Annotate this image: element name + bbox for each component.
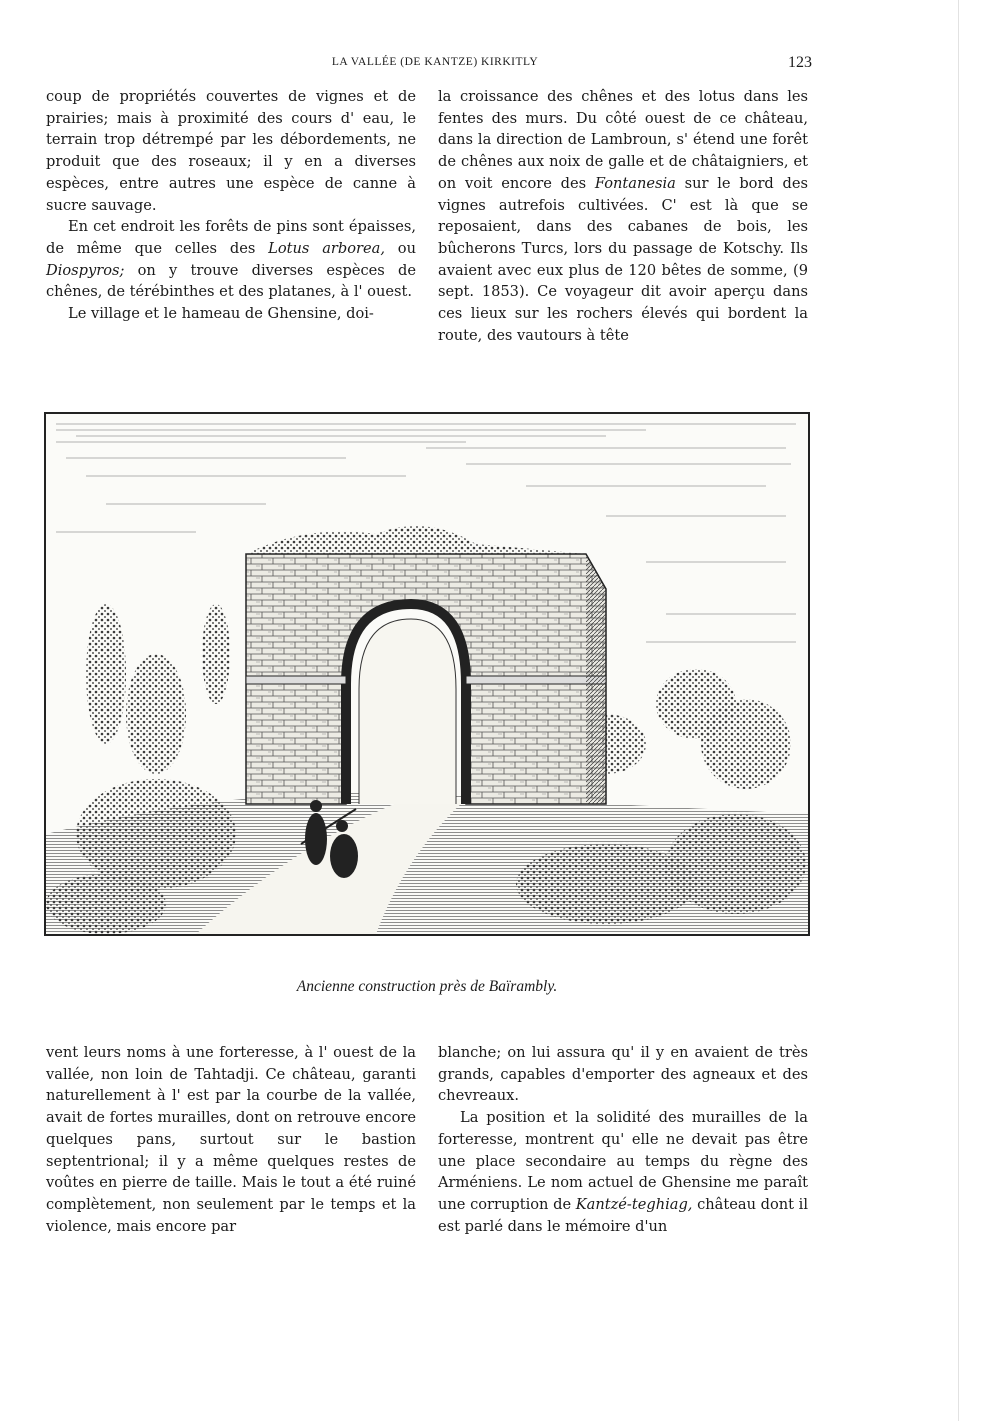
italic-term: Lotus arborea, xyxy=(268,239,385,257)
column-top-left xyxy=(46,86,416,325)
paragraph: La position et la solidité des murailles de la forteresse, montrent qu' elle ne devait pas être une place secondaire au temps du règne des Arméniens. Le nom actuel de Ghensine me paraît une corruption de Kantzé-teghiag, château dont il est parlé dans le mémoire d'un xyxy=(438,1109,808,1235)
paragraph: la croissance des chênes et des lotus dans les fentes des murs. Du côté ouest de ce château, dans la direction de Lambroun, s' étend une forêt de chênes aux noix de galle et de châtaigniers, et on voit encore des Fontanesia sur le bord des vignes autrefois cultivées. C' est là que se reposaient, dans des cabanes de bois, les bûcherons Turcs, lors du passage de Kotschy. Ils avaient avec eux plus de 120 bêtes de somme, (9 sept. 1853). Ce voyageur dit avoir aperçu dans ces lieux sur les rochers élevés qui bordent la route, des vautours à tête xyxy=(438,88,808,344)
running-header: LA VALLÉE (DE KANTZE) KIRKITLY xyxy=(331,56,539,68)
arch xyxy=(246,526,606,804)
paragraph: coup de propriétés couvertes de vignes et de prairies; mais à proximité des cours d' eau, le terrain trop détrempé par les débordements, ne produit que des roseaux; il y en a diverses espèces, entre autres une espèce de canne à sucre sauvage. xyxy=(46,88,416,214)
italic-term: Kantzé-teghiag, xyxy=(575,1195,693,1213)
page-number: 123 xyxy=(788,54,812,71)
page-edge-line xyxy=(958,0,959,1421)
paragraph: Le village et le hameau de Ghensine, doi- xyxy=(68,305,374,323)
ruined-arch-engraving xyxy=(46,414,808,934)
figure-caption: Ancienne construction près de Baïrambly. xyxy=(296,978,558,995)
paragraph: vent leurs noms à une forteresse, à l' ouest de la vallée, non loin de Tahtadji. Ce château, garanti naturellement à l' est par la courbe de la vallée, avait de fortes murailles, dont on retrouve encore quelques pans, surtout sur le bastion septentrional; il y a même quelques restes de voûtes en pierre de taille. Mais le tout a été ruiné complètement, non seulement par le temps et la violence, mais encore par xyxy=(46,1044,416,1235)
italic-term: Fontanesia xyxy=(594,174,676,192)
column-bottom-right xyxy=(438,1042,808,1237)
paragraph: En cet endroit les forêts de pins sont épaisses, de même que celles des Lotus arborea, ou Diospyros; on y trouve diverses espèces de chênes, de térébinthes et des platanes, à l' ouest. xyxy=(46,218,416,301)
column-top-right xyxy=(438,86,808,346)
engraving-illustration xyxy=(44,412,810,936)
column-bottom-left xyxy=(46,1042,416,1237)
italic-term: Diospyros; xyxy=(46,261,125,279)
paragraph: blanche; on lui assura qu' il y en avaient de très grands, capables d'emporter des agneaux et des chevreaux. xyxy=(438,1044,808,1105)
